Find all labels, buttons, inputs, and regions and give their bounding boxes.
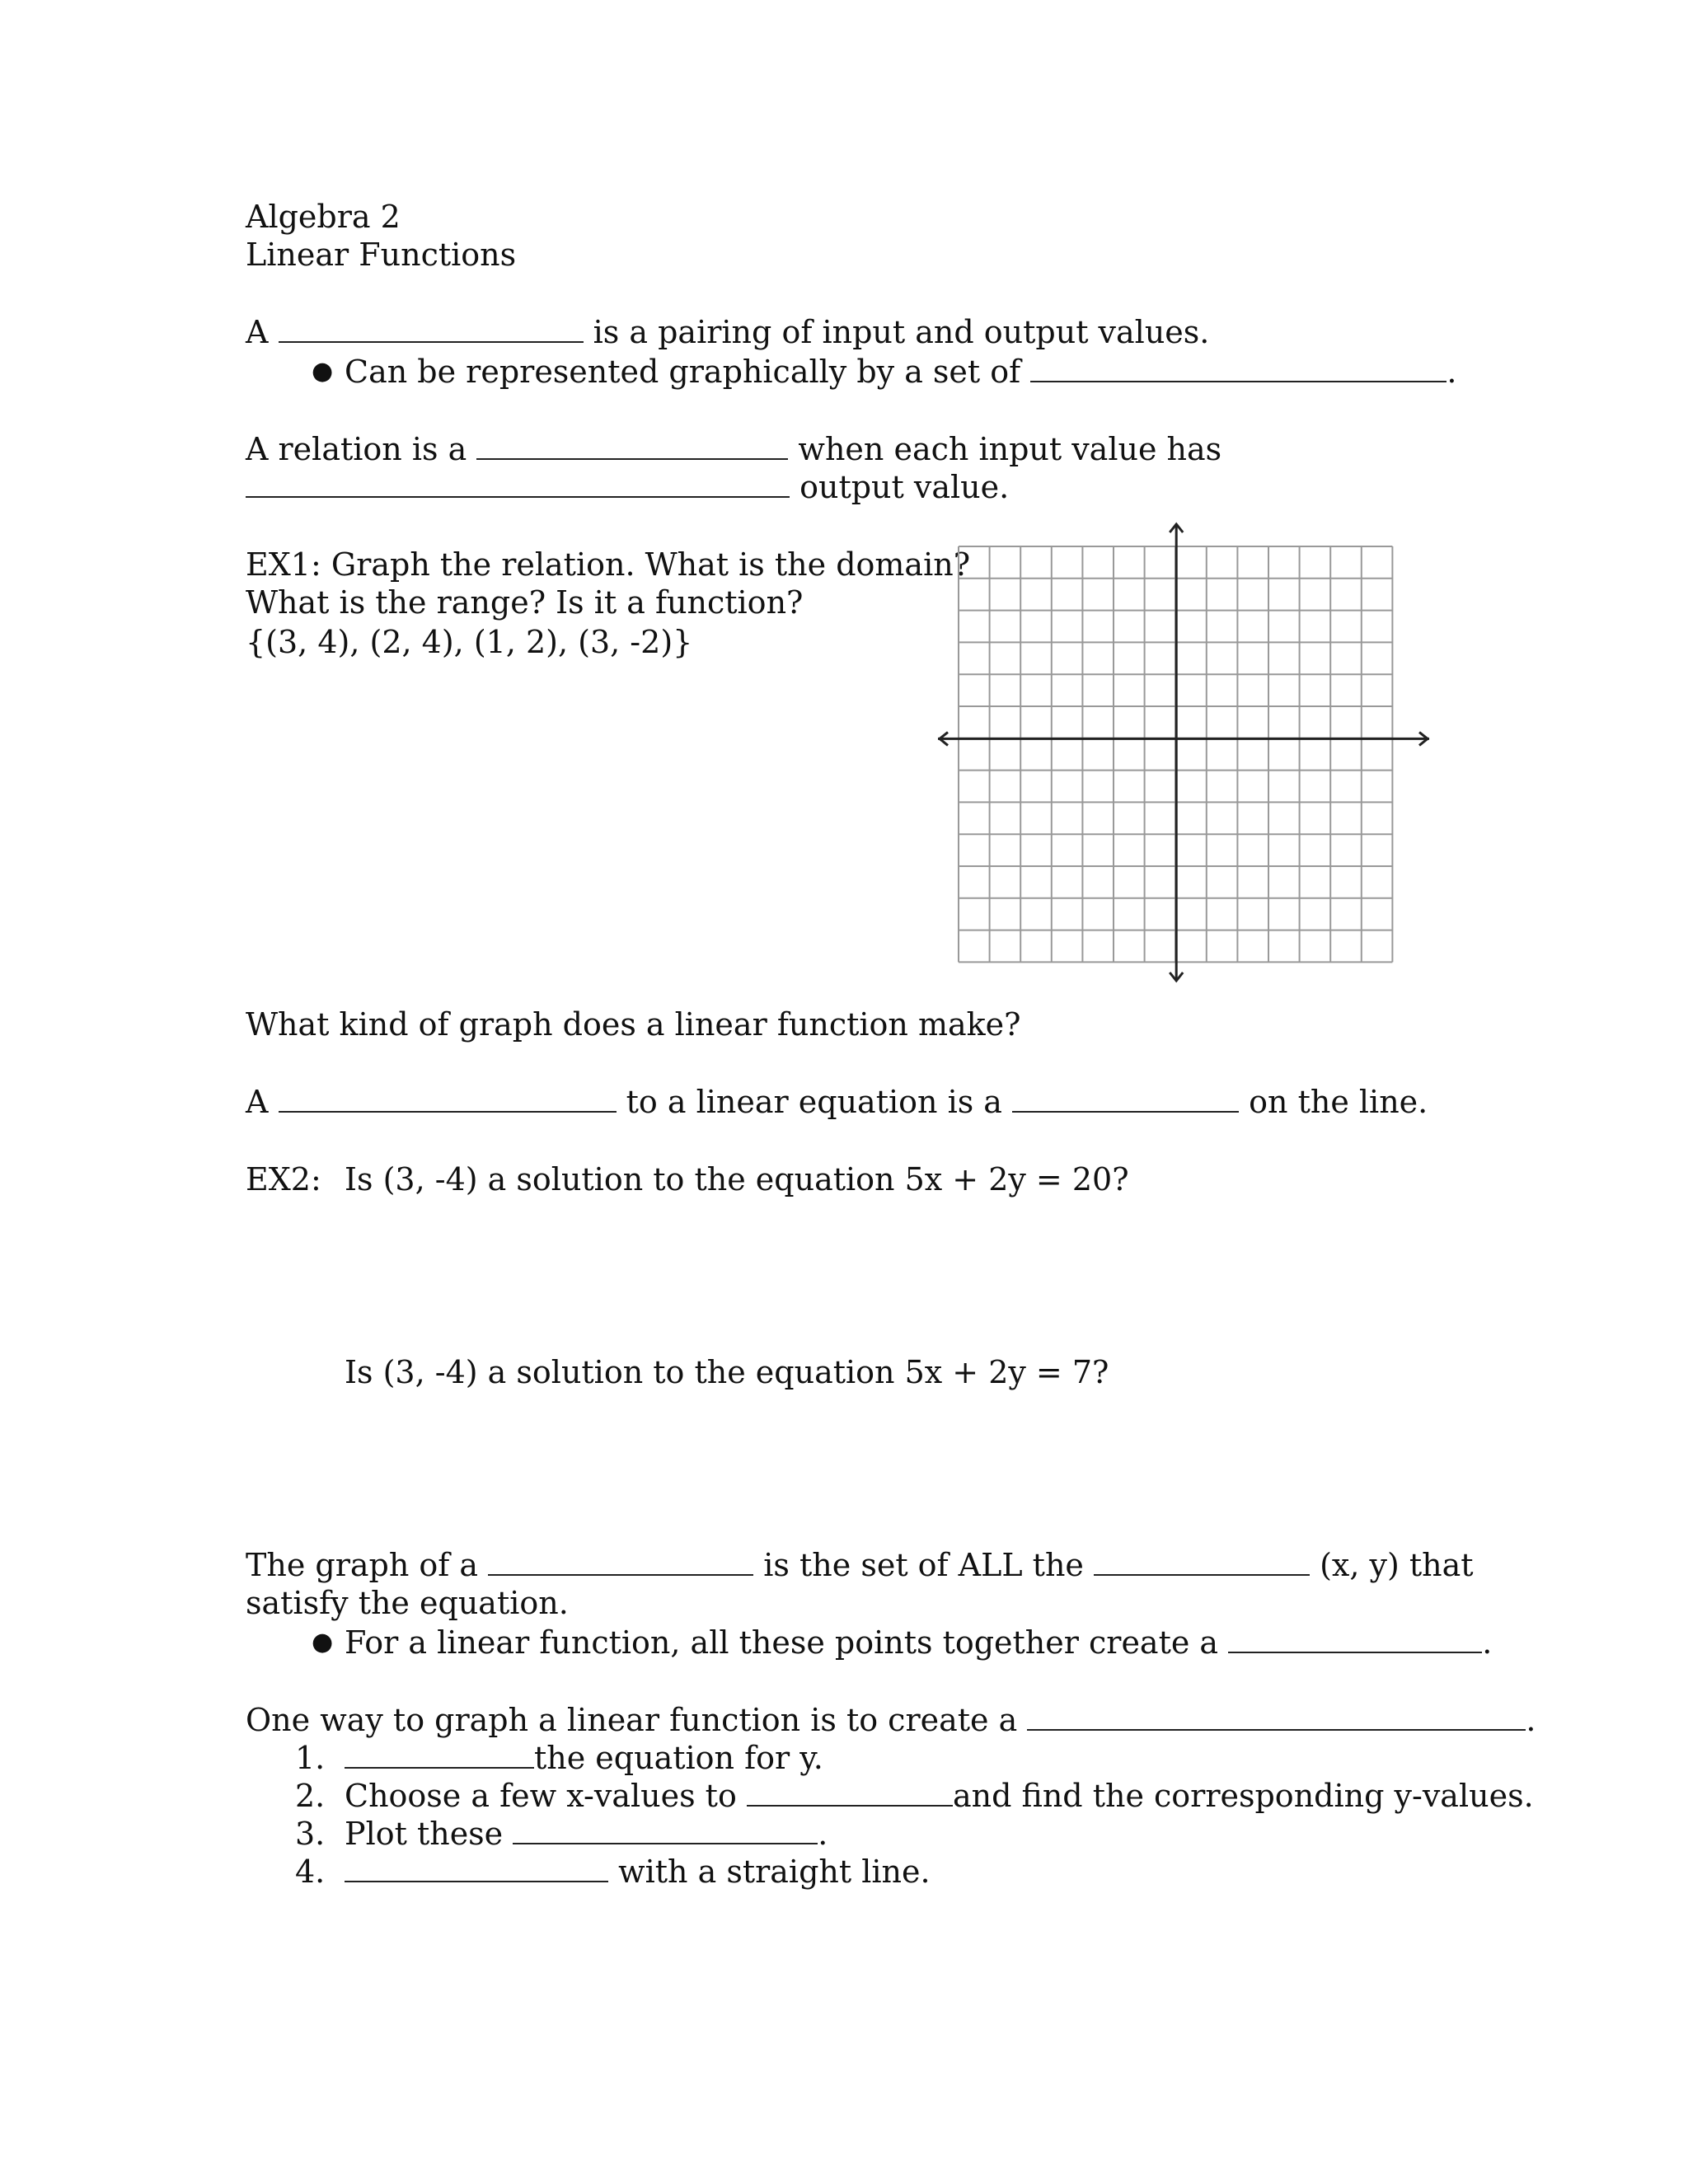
step-number: 4. bbox=[295, 1854, 326, 1890]
step-3-text-a: Plot these bbox=[345, 1816, 504, 1852]
question-graph: What kind of graph does a linear function make? bbox=[246, 1006, 1021, 1043]
ex2-label: EX2: bbox=[246, 1161, 321, 1197]
graph-blank-2[interactable] bbox=[1094, 1546, 1310, 1576]
step-3-blank[interactable] bbox=[513, 1815, 818, 1844]
step-4-text: with a straight line. bbox=[618, 1854, 931, 1890]
step-3-text-b: . bbox=[818, 1816, 828, 1852]
relation-bullet-end: . bbox=[1447, 354, 1457, 390]
step-1 bbox=[345, 1739, 823, 1777]
function-definition bbox=[246, 430, 1221, 468]
function-middle: when each input value has bbox=[798, 431, 1222, 467]
relation-bullet bbox=[345, 353, 1456, 391]
bullet-icon: ● bbox=[312, 357, 334, 386]
solution-blank-1[interactable] bbox=[279, 1083, 617, 1113]
function-definition-line2 bbox=[246, 468, 1009, 506]
step-2-text-a: Choose a few x-values to bbox=[345, 1778, 737, 1814]
step-2-blank[interactable] bbox=[747, 1777, 953, 1807]
graph-prefix: The graph of a bbox=[246, 1547, 479, 1583]
steps-intro-blank[interactable] bbox=[1027, 1701, 1526, 1731]
axes bbox=[938, 524, 1429, 981]
graph-bullet-text: For a linear function, all these points together create a bbox=[345, 1624, 1219, 1661]
solution-middle: to a linear equation is a bbox=[626, 1084, 1002, 1120]
ex1-relation-set: {(3, 4), (2, 4), (1, 2), (3, -2)} bbox=[246, 624, 693, 660]
function-suffix: output value. bbox=[799, 469, 1010, 505]
graph-blank-1[interactable] bbox=[488, 1546, 753, 1576]
bullet-icon: ● bbox=[312, 1628, 334, 1657]
graph-bullet-blank[interactable] bbox=[1228, 1624, 1482, 1653]
solution-prefix: A bbox=[246, 1084, 269, 1120]
function-prefix: A relation is a bbox=[246, 431, 467, 467]
ex1-line1: EX1: Graph the relation. What is the domain? bbox=[246, 546, 971, 583]
relation-bullet-blank[interactable] bbox=[1030, 353, 1447, 382]
relation-suffix: is a pairing of input and output values. bbox=[593, 314, 1210, 350]
graph-definition-line2: satisfy the equation. bbox=[246, 1585, 569, 1621]
steps-intro bbox=[246, 1701, 1536, 1739]
ex2-question-2: Is (3, -4) a solution to the equation 5x + 2y = 7? bbox=[345, 1354, 1109, 1390]
step-1-text: the equation for y. bbox=[534, 1740, 823, 1776]
graph-middle: is the set of ALL the bbox=[763, 1547, 1084, 1583]
step-number: 1. bbox=[295, 1740, 326, 1776]
step-4-blank[interactable] bbox=[345, 1853, 608, 1882]
step-number: 3. bbox=[295, 1816, 326, 1852]
step-2-text-b: and find the corresponding y-values. bbox=[952, 1778, 1534, 1814]
solution-suffix: on the line. bbox=[1249, 1084, 1428, 1120]
step-number: 2. bbox=[295, 1778, 326, 1814]
function-blank-2[interactable] bbox=[246, 468, 790, 498]
steps-intro-text: One way to graph a linear function is to create a bbox=[246, 1702, 1018, 1738]
relation-definition bbox=[246, 313, 1209, 351]
topic-title: Linear Functions bbox=[246, 237, 517, 273]
step-2 bbox=[345, 1777, 1534, 1815]
graph-definition bbox=[246, 1546, 1474, 1584]
relation-bullet-text: Can be represented graphically by a set of bbox=[345, 354, 1021, 390]
step-3 bbox=[345, 1815, 828, 1853]
solution-blank-2[interactable] bbox=[1012, 1083, 1239, 1113]
graph-bullet-end: . bbox=[1482, 1624, 1493, 1661]
step-1-blank[interactable] bbox=[345, 1739, 534, 1769]
steps-intro-end: . bbox=[1526, 1702, 1536, 1738]
course-title: Algebra 2 bbox=[246, 199, 401, 235]
relation-prefix: A bbox=[246, 314, 269, 350]
solution-definition bbox=[246, 1083, 1428, 1121]
graph-suffix: (x, y) that bbox=[1320, 1547, 1474, 1583]
relation-blank[interactable] bbox=[279, 313, 584, 343]
ex2-question-1: Is (3, -4) a solution to the equation 5x + 2y = 20? bbox=[345, 1161, 1129, 1197]
graph-bullet bbox=[345, 1624, 1492, 1661]
coordinate-grid[interactable] bbox=[938, 518, 1432, 987]
step-4 bbox=[345, 1853, 931, 1891]
function-blank-1[interactable] bbox=[476, 430, 788, 460]
ex1-line2: What is the range? Is it a function? bbox=[246, 584, 804, 621]
